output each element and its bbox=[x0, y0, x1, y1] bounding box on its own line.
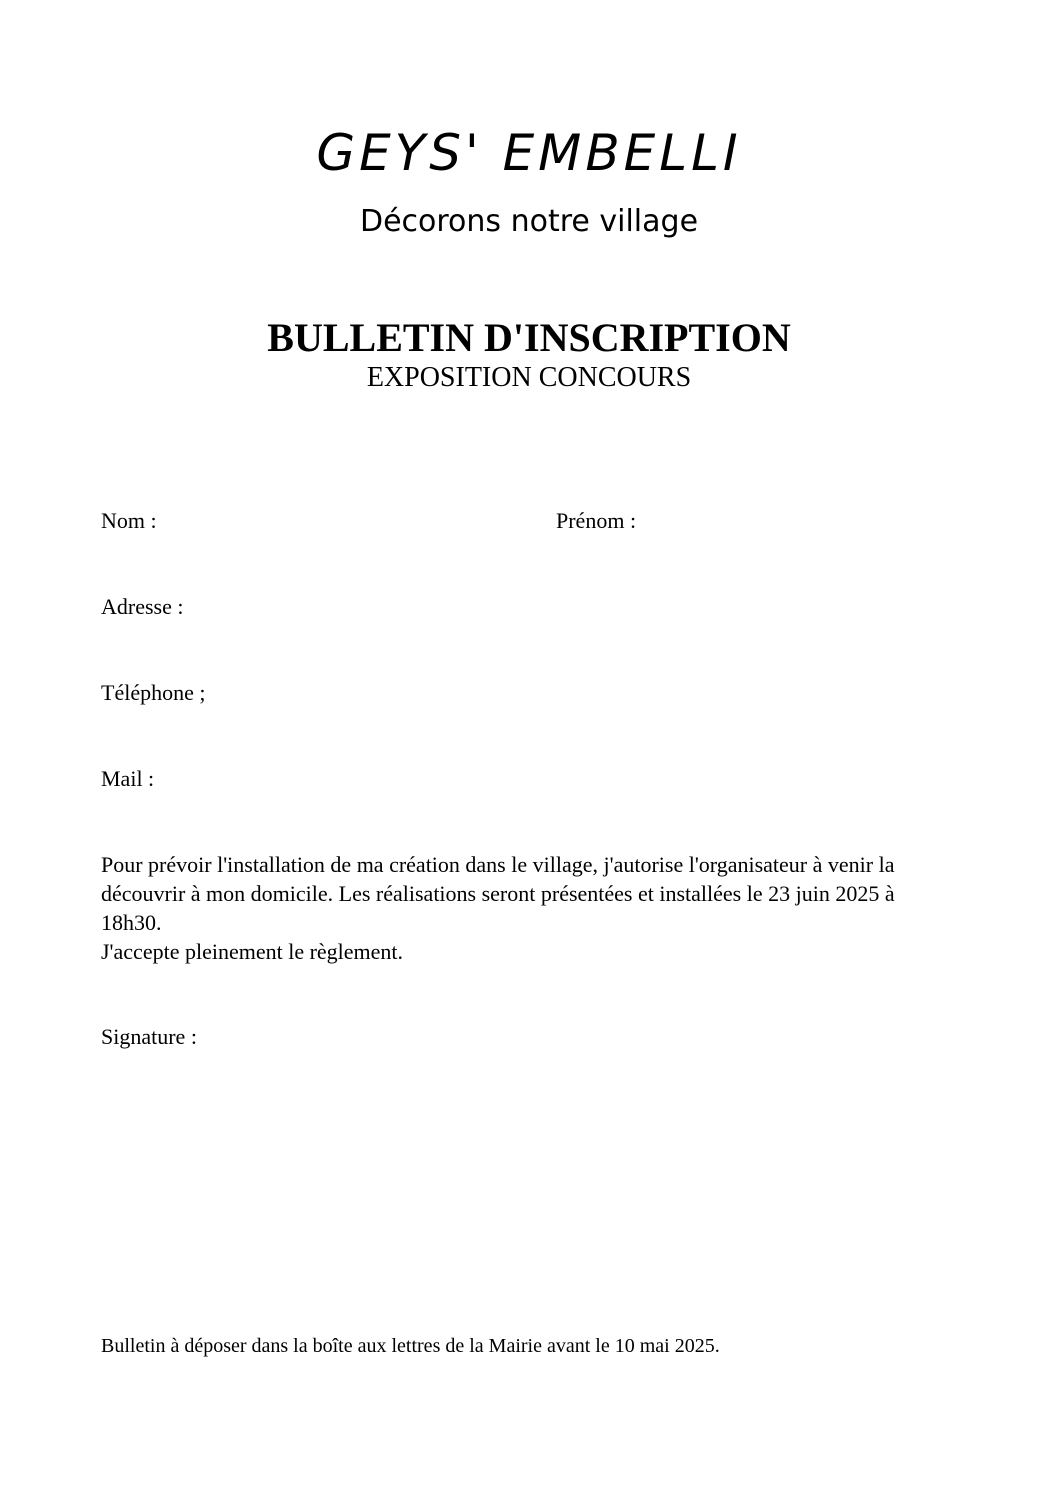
consent-paragraph: Pour prévoir l'installation de ma création dans le village, j'autorise l'organisateur à venir la découvrir à mon domicile. Les réalisations seront présentées et installées le 23 juin 2025 à 18h30. bbox=[101, 852, 895, 935]
nom-label: Nom : bbox=[101, 508, 157, 533]
brand-title: GEYS' EMBELLI bbox=[316, 124, 742, 182]
mail-label: Mail : bbox=[101, 766, 155, 791]
form-subtitle: EXPOSITION CONCOURS bbox=[366, 362, 692, 393]
brand-subtitle: Décorons notre village bbox=[359, 204, 699, 239]
adresse-label: Adresse : bbox=[101, 594, 184, 619]
form-title: BULLETIN D'INSCRIPTION bbox=[267, 315, 791, 360]
submission-note: Bulletin à déposer dans la boîte aux lettres de la Mairie avant le 10 mai 2025. bbox=[101, 1335, 720, 1357]
prenom-label: Prénom : bbox=[556, 508, 637, 533]
acceptance-statement: J'accepte pleinement le règlement. bbox=[101, 939, 404, 964]
signature-label: Signature : bbox=[101, 1024, 197, 1049]
telephone-label: Téléphone ; bbox=[101, 680, 206, 705]
consent-block bbox=[101, 850, 951, 966]
